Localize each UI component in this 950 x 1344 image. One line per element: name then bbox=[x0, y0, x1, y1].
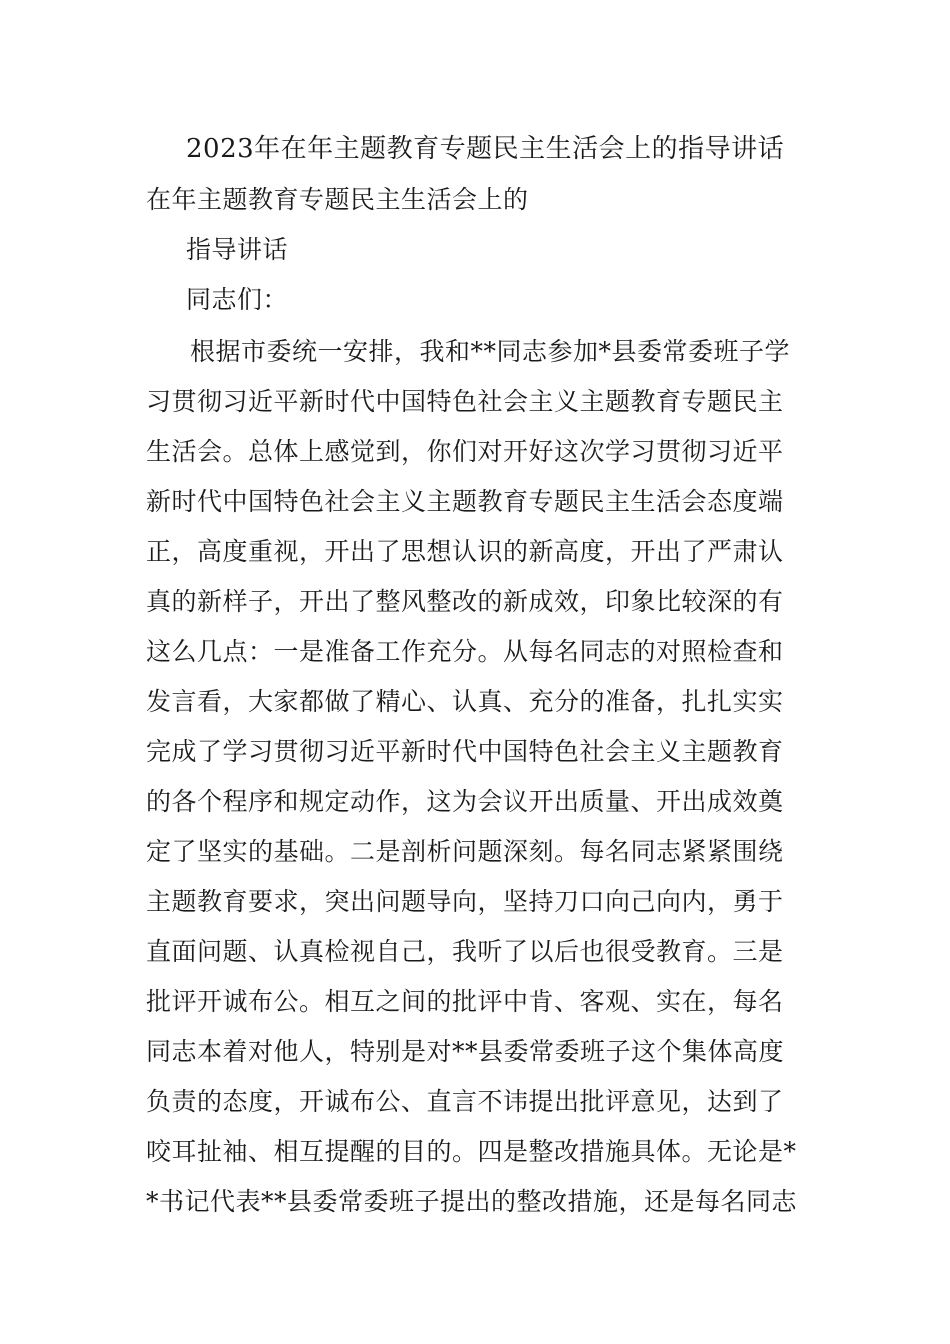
body-line: 批评开诚布公。相互之间的批评中肯、客观、实在，每名 bbox=[146, 987, 784, 1016]
body-line: 真的新样子，开出了整风整改的新成效，印象比较深的有 bbox=[146, 587, 784, 616]
body-line: 新时代中国特色社会主义主题教育专题民主生活会态度端 bbox=[146, 487, 784, 516]
body-line: 的各个程序和规定动作，这为会议开出质量、开出成效奠 bbox=[146, 787, 784, 816]
body-line: 正，高度重视，开出了思想认识的新高度，开出了严肃认 bbox=[146, 537, 784, 566]
body-line: 同志本着对他人，特别是对**县委常委班子这个集体高度 bbox=[146, 1037, 785, 1066]
document-title: 2023年在年主题教育专题民主生活会上的指导讲话 bbox=[186, 134, 785, 164]
body-line: 完成了学习贯彻习近平新时代中国特色社会主义主题教育 bbox=[146, 737, 784, 766]
body-line: 直面问题、认真检视自己，我听了以后也很受教育。三是 bbox=[146, 937, 784, 966]
body-line: 咬耳扯袖、相互提醒的目的。四是整改措施具体。无论是* bbox=[146, 1137, 797, 1166]
body-line: 主题教育要求，突出问题导向，坚持刀口向己向内，勇于 bbox=[146, 887, 784, 916]
body-line: *书记代表**县委常委班子提出的整改措施，还是每名同志 bbox=[146, 1187, 798, 1216]
document-subtitle-line-1: 在年主题教育专题民主生活会上的 bbox=[146, 185, 529, 214]
body-line: 习贯彻习近平新时代中国特色社会主义主题教育专题民主 bbox=[146, 387, 784, 416]
body-line: 生活会。总体上感觉到，你们对开好这次学习贯彻习近平 bbox=[146, 437, 784, 466]
body-line: 发言看，大家都做了精心、认真、充分的准备，扎扎实实 bbox=[146, 687, 784, 716]
body-line: 根据市委统一安排，我和**同志参加*县委常委班子学 bbox=[190, 337, 791, 366]
document-subtitle-line-2: 指导讲话 bbox=[186, 235, 289, 264]
body-line: 这么几点：一是准备工作充分。从每名同志的对照检查和 bbox=[146, 637, 784, 666]
salutation: 同志们： bbox=[186, 285, 289, 314]
body-line: 定了坚实的基础。二是剖析问题深刻。每名同志紧紧围绕 bbox=[146, 837, 784, 866]
body-line: 负责的态度，开诚布公、直言不讳提出批评意见，达到了 bbox=[146, 1087, 784, 1116]
